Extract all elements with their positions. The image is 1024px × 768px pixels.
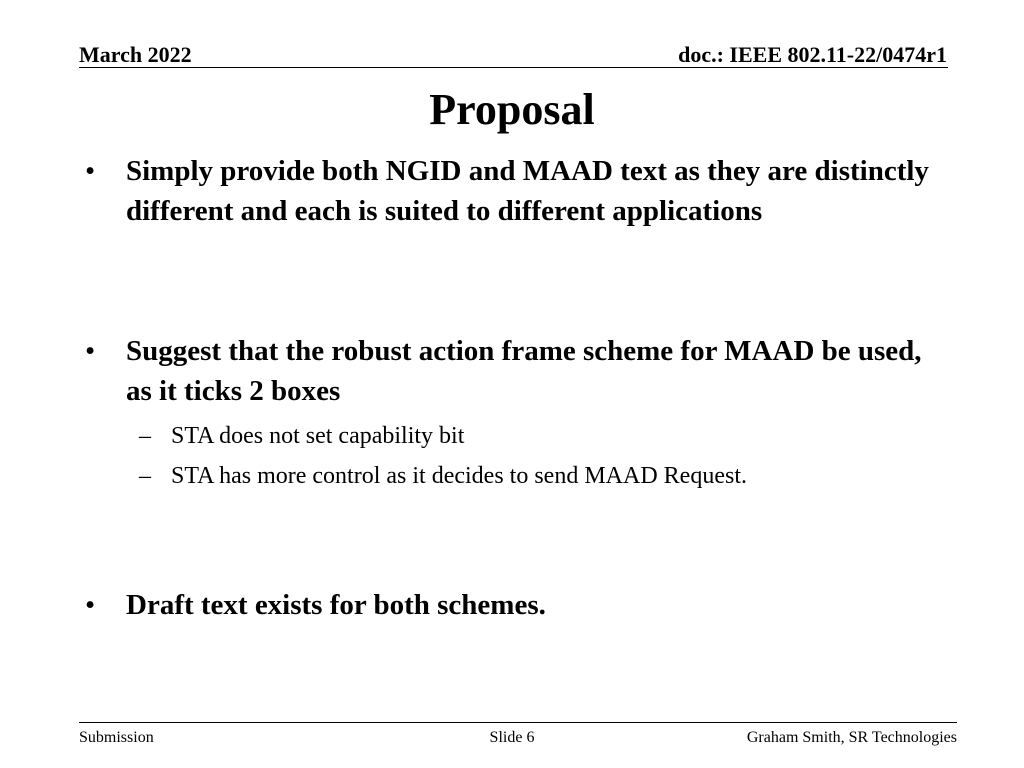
sub-bullet-dash-icon: – [139,423,151,449]
bullet-item-2 [85,331,946,411]
header-divider [79,67,948,68]
header-date: March 2022 [79,42,192,67]
sub-bullet-item-2 [139,461,951,491]
sub-bullet-text-2: STA has more control as it decides to send MAAD Request. [171,463,747,489]
header-doc-id: doc.: IEEE 802.11-22/0474r1 [678,42,947,67]
bullet-dot-icon: • [85,155,96,187]
bullet-item-1 [85,151,946,231]
bullet-item-3 [85,585,946,625]
footer-author: Graham Smith, SR Technologies [746,729,957,746]
bullet-text-2: Suggest that the robust action frame scheme for MAAD be used, as it ticks 2 boxes [126,335,922,407]
footer-divider [79,722,957,723]
bullet-text-3: Draft text exists for both schemes. [126,589,546,621]
slide-title: Proposal [429,85,595,134]
footer-submission: Submission [79,729,154,746]
sub-bullet-text-1: STA does not set capability bit [171,423,465,449]
sub-bullet-dash-icon: – [139,463,151,489]
sub-bullet-item-1 [139,421,951,451]
bullet-dot-icon: • [85,589,96,621]
footer-slide-number: Slide 6 [489,729,535,746]
bullet-dot-icon: • [85,335,96,367]
bullet-text-1: Simply provide both NGID and MAAD text as they are distinctly different and each is suited to different applications [126,155,929,227]
